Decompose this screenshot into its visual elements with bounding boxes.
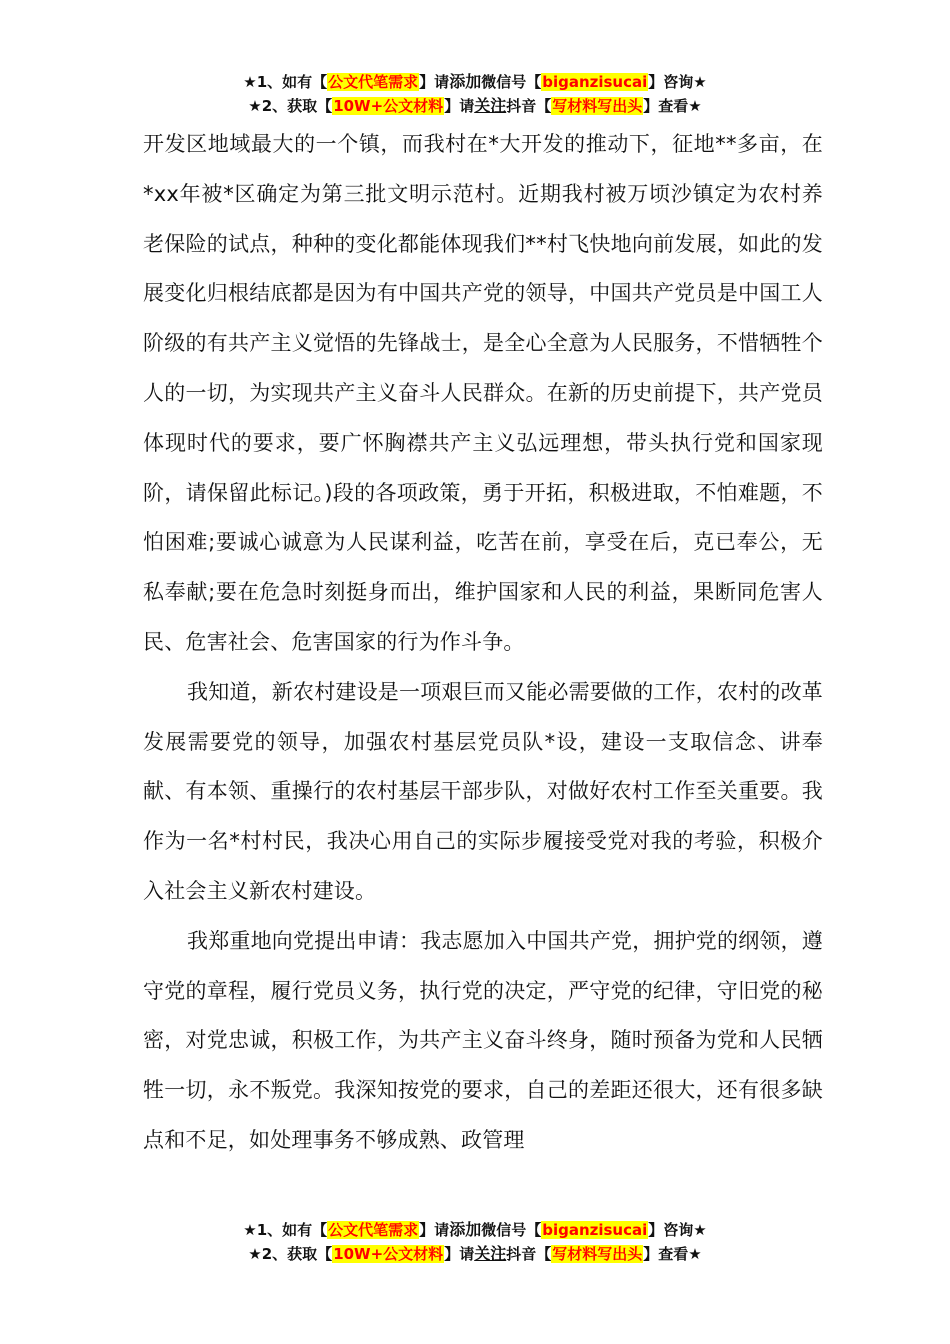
footer-line-2: ★2、获取【10W+公文材料】请关注抖音【写材料写出头】查看★ <box>248 1244 702 1263</box>
paragraph-3: 我郑重地向党提出申请：我志愿加入中国共产党，拥护党的纲领，遵守党的章程，履行党员义务，执行党的决定，严守党的纪律，守旧党的秘密，对党忠诚，积极工作，为共产主义奋斗终身，随时预备为党和人民牺牲一切，永不叛党。我深知按党的要求，自己的差距还很大，还有很多缺点和不足，如处理事务不够成熟、政管理 <box>143 928 823 1152</box>
highlight-wechat-id: biganzisucai <box>542 1221 648 1239</box>
highlight-service: 公文代笔需求 <box>328 73 419 91</box>
banner-line-2: ★2、获取【10W+公文材料】请关注抖音【写材料写出头】查看★ <box>248 96 702 115</box>
header-banner <box>0 70 950 118</box>
highlight-service: 公文代笔需求 <box>328 1221 419 1239</box>
paragraph-2: 我知道，新农村建设是一项艰巨而又能必需要做的工作，农村的改革发展需要党的领导，加强农村基层党员队*设，建设一支取信念、讲奉献、有本领、重操行的农村基层干部步队，对做好农村工作至关重要。我作为一名*村村民，我决心用自己的实际步履接受党对我的考验，积极介入社会主义新农村建设。 <box>143 679 823 903</box>
banner-line-1: ★1、如有【公文代笔需求】请添加微信号【biganzisucai】咨询★ <box>243 72 707 91</box>
highlight-douyin-account: 写材料写出头 <box>552 97 643 115</box>
highlight-materials: 10W+公文材料 <box>333 97 444 115</box>
highlight-douyin-account: 写材料写出头 <box>552 1245 643 1263</box>
footer-banner <box>0 1218 950 1266</box>
document-body <box>143 120 823 1166</box>
highlight-materials: 10W+公文材料 <box>333 1245 444 1263</box>
highlight-wechat-id: biganzisucai <box>542 73 648 91</box>
footer-line-1: ★1、如有【公文代笔需求】请添加微信号【biganzisucai】咨询★ <box>243 1220 707 1239</box>
paragraph-1: 开发区地域最大的一个镇，而我村在*大开发的推动下，征地**多亩，在*xx年被*区确定为第三批文明示范村。近期我村被万顷沙镇定为农村养老保险的试点，种种的变化都能体现我们**村飞快地向前发展，如此的发展变化归根结底都是因为有中国共产党的领导，中国共产党员是中国工人阶级的有共产主义觉悟的先锋战士，是全心全意为人民服务，不惜牺牲个人的一切，为实现共产主义奋斗人民群众。在新的历史前提下，共产党员体现时代的要求，要广怀胸襟共产主义弘远理想，带头执行党和国家现阶，请保留此标记。)段的各项政策，勇于开拓，积极进取，不怕难题，不怕困难;要诚心诚意为人民谋利益，吃苦在前，享受在后，克已奉公，无私奉献;要在危急时刻挺身而出，维护国家和人民的利益，果断同危害人民、危害社会、危害国家的行为作斗争。 <box>143 132 823 654</box>
